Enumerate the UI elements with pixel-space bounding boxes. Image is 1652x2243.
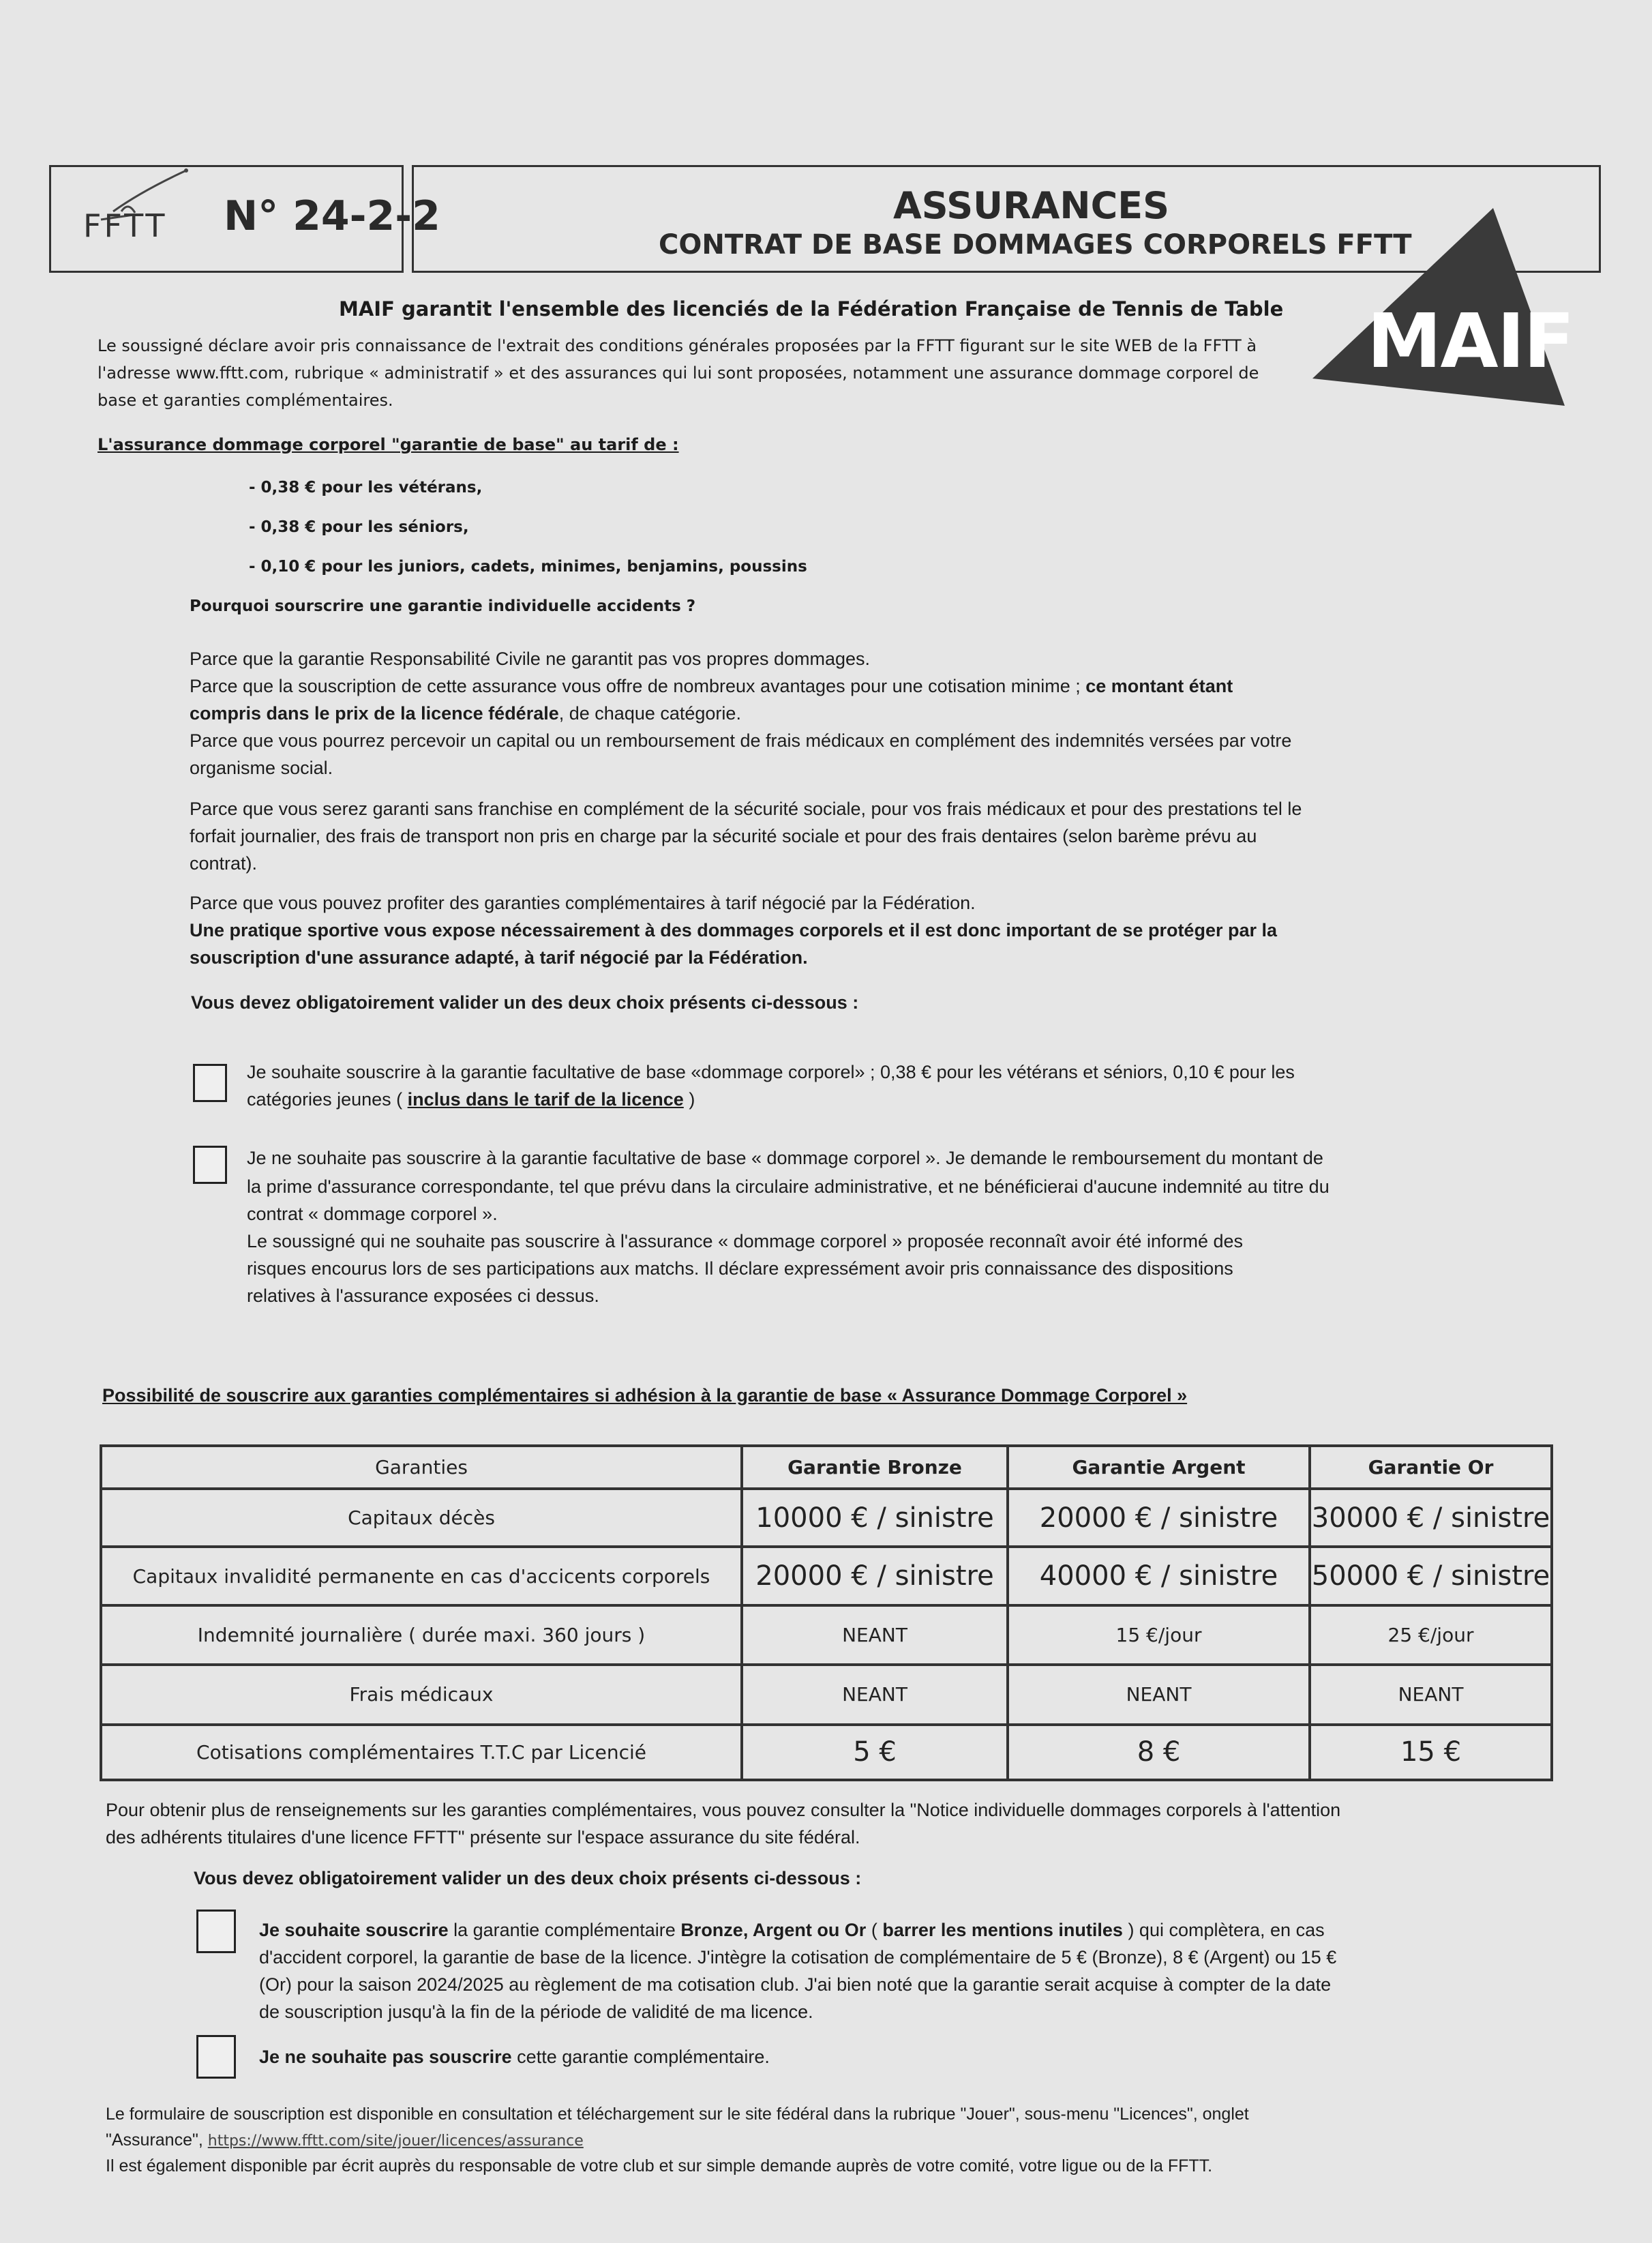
table-cell: 40000 € / sinistre: [1008, 1547, 1310, 1605]
complementary-subscribe-line-1: Je souhaite souscrire la garantie complémentaire Bronze, Argent ou Or ( barrer les mentions inutiles ) qui complètera, en cas: [259, 1920, 1325, 1940]
table-header-row: [101, 1446, 1552, 1489]
tarif-item-1: - 0,38 € pour les vétérans,: [249, 479, 483, 496]
table-cell: NEANT: [742, 1665, 1008, 1724]
base-decline-checkbox[interactable]: [193, 1146, 227, 1184]
reason-4-line-3: contrat).: [190, 853, 258, 874]
complementary-decline-checkbox[interactable]: [196, 2035, 236, 2079]
table-row: [101, 1665, 1552, 1724]
table-row: [101, 1605, 1552, 1665]
table-cell: Frais médicaux: [101, 1665, 742, 1724]
base-subscribe-line-2: catégories jeunes ( inclus dans le tarif de la licence ): [247, 1089, 695, 1110]
table-cell: 25 €/jour: [1310, 1605, 1552, 1665]
table-cell: 50000 € / sinistre: [1310, 1547, 1552, 1605]
complementary-subscribe-line-3: (Or) pour la saison 2024/2025 au règlement de ma cotisation club. J'ai bien noté que la garantie serait acquise à compter de la date: [259, 1974, 1332, 1995]
tarif-question: Pourquoi sourscrire une garantie individuelle accidents ?: [190, 597, 696, 615]
reason-2-line-1: Parce que la souscription de cette assurance vous offre de nombreux avantages pour une cotisation minime ; ce montant étant: [190, 676, 1233, 696]
table-header-cell: Garantie Argent: [1008, 1446, 1310, 1489]
table-cell: 15 €: [1310, 1725, 1552, 1780]
reason-6-line-2: souscription d'une assurance adapté, à tarif négocié par la Fédération.: [190, 947, 808, 968]
table-cell: 20000 € / sinistre: [1008, 1489, 1310, 1547]
intro-line-1: Le soussigné déclare avoir pris connaissance de l'extrait des conditions générales proposées par la FFTT figurant sur le site WEB de la FFTT à: [97, 336, 1257, 355]
tarif-heading: L'assurance dommage corporel "garantie de base" au tarif de :: [97, 435, 679, 454]
table-cell: 20000 € / sinistre: [742, 1547, 1008, 1605]
intro-line-2: l'adresse www.fftt.com, rubrique « administratif » et des assurances qui lui sont proposées, notamment une assurance dommage corporel de: [97, 363, 1259, 383]
table-cell: Capitaux décès: [101, 1489, 742, 1547]
table-row: [101, 1489, 1552, 1547]
complementary-subscribe-line-2: d'accident corporel, la garantie de base de la licence. J'intègre la cotisation de complémentaire de 5 € (Bronze), 8 € (Argent) ou 15 €: [259, 1947, 1337, 1967]
table-cell: NEANT: [1310, 1665, 1552, 1724]
table-row: [101, 1547, 1552, 1605]
choice-2-prompt: Vous devez obligatoirement valider un des deux choix présents ci-dessous :: [194, 1868, 862, 1888]
footer-line-2: "Assurance", https://www.fftt.com/site/jouer/licences/assurance: [106, 2130, 584, 2150]
reason-1: Parce que la garantie Responsabilité Civile ne garantit pas vos propres dommages.: [190, 649, 871, 669]
tarif-item-2: - 0,38 € pour les séniors,: [249, 518, 469, 536]
table-cell: NEANT: [1008, 1665, 1310, 1724]
guarantees-table: [100, 1444, 1553, 1781]
base-subscribe-checkbox[interactable]: [193, 1064, 227, 1102]
table-row: [101, 1725, 1552, 1780]
table-cell: Cotisations complémentaires T.T.C par Licencié: [101, 1725, 742, 1780]
reason-4-line-1: Parce que vous serez garanti sans franchise en complément de la sécurité sociale, pour vos frais médicaux et pour des prestations tel le: [190, 799, 1302, 819]
complementary-decline-line: Je ne souhaite pas souscrire cette garantie complémentaire.: [259, 2047, 770, 2067]
table-cell: Indemnité journalière ( durée maxi. 360 jours ): [101, 1605, 742, 1665]
footer-line-1: Le formulaire de souscription est disponible en consultation et téléchargement sur le site fédéral dans la rubrique "Jouer", sous-menu "Licences", onglet: [106, 2105, 1249, 2124]
reason-5: Parce que vous pouvez profiter des garanties complémentaires à tarif négocié par la Fédération.: [190, 893, 976, 913]
info-line-1: Pour obtenir plus de renseignements sur les garanties complémentaires, vous pouvez consulter la "Notice individuelle dommages corporels à l'attention: [106, 1800, 1341, 1820]
base-decline-line-5: risques encourus lors de ses participations aux matchs. Il déclare expressément avoir pris connaissance des dispositions: [247, 1258, 1233, 1279]
page-subtitle: CONTRAT DE BASE DOMMAGES CORPORELS FFTT: [659, 229, 1412, 261]
page-title: ASSURANCES: [893, 184, 1169, 227]
table-heading: Possibilité de souscrire aux garanties complémentaires si adhésion à la garantie de base « Assurance Dommage Corporel »: [102, 1385, 1188, 1406]
info-line-2: des adhérents titulaires d'une licence FFTT" présente sur l'espace assurance du site fédéral.: [106, 1827, 860, 1847]
maif-logo-text: MAIF: [1367, 297, 1574, 385]
table-cell: NEANT: [742, 1605, 1008, 1665]
intro-heading: MAIF garantit l'ensemble des licenciés de la Fédération Française de Tennis de Table: [339, 297, 1284, 321]
reason-3-line-1: Parce que vous pourrez percevoir un capital ou un remboursement de frais médicaux en complément des indemnités versées par votre: [190, 730, 1292, 751]
reason-4-line-2: forfait journalier, des frais de transport non pris en charge par la sécurité sociale et pour des frais dentaires (selon barème prévu au: [190, 826, 1257, 846]
table-header-cell: Garantie Bronze: [742, 1446, 1008, 1489]
reason-3-line-2: organisme social.: [190, 758, 333, 778]
footer-line-3: Il est également disponible par écrit auprès du responsable de votre club et sur simple demande auprès de votre comité, votre ligue ou de la FFTT.: [106, 2156, 1213, 2175]
doc-number: N° 24-2-2: [224, 192, 440, 240]
intro-line-3: base et garanties complémentaires.: [97, 391, 393, 410]
choice-1-prompt: Vous devez obligatoirement valider un des deux choix présents ci-dessous :: [191, 992, 859, 1013]
complementary-subscribe-checkbox[interactable]: [196, 1910, 236, 1953]
table-cell: 10000 € / sinistre: [742, 1489, 1008, 1547]
tarif-item-3: - 0,10 € pour les juniors, cadets, minimes, benjamins, poussins: [249, 558, 807, 576]
assurance-link[interactable]: https://www.fftt.com/site/jouer/licences/assurance: [207, 2133, 584, 2150]
base-decline-line-3: contrat « dommage corporel ».: [247, 1204, 498, 1224]
table-header-cell: Garanties: [101, 1446, 742, 1489]
base-decline-line-4: Le soussigné qui ne souhaite pas souscrire à l'assurance « dommage corporel » proposée reconnaît avoir été informé des: [247, 1231, 1244, 1251]
table-cell: 5 €: [742, 1725, 1008, 1780]
base-subscribe-line-1: Je souhaite souscrire à la garantie facultative de base «dommage corporel» ; 0,38 € pour les vétérans et séniors, 0,10 € pour les: [247, 1062, 1295, 1082]
table-header-cell: Garantie Or: [1310, 1446, 1552, 1489]
table-cell: 30000 € / sinistre: [1310, 1489, 1552, 1547]
base-decline-line-6: relatives à l'assurance exposées ci dessus.: [247, 1286, 599, 1306]
fftt-logo-text: FFTT: [83, 207, 168, 244]
table-cell: Capitaux invalidité permanente en cas d'accicents corporels: [101, 1547, 742, 1605]
reason-6-line-1: Une pratique sportive vous expose nécessairement à des dommages corporels et il est donc important de se protéger par la: [190, 920, 1278, 940]
reason-2-line-2: compris dans le prix de la licence fédérale, de chaque catégorie.: [190, 703, 741, 724]
table-cell: 15 €/jour: [1008, 1605, 1310, 1665]
complementary-subscribe-line-4: de souscription jusqu'à la fin de la période de validité de ma licence.: [259, 2002, 813, 2022]
base-decline-line-2: la prime d'assurance correspondante, tel que prévu dans la circulaire administrative, et ne bénéficierai d'aucune indemnité au titre du: [247, 1176, 1330, 1197]
table-cell: 8 €: [1008, 1725, 1310, 1780]
base-decline-line-1: Je ne souhaite pas souscrire à la garantie facultative de base « dommage corporel ». Je demande le remboursement du montant de: [247, 1148, 1323, 1168]
